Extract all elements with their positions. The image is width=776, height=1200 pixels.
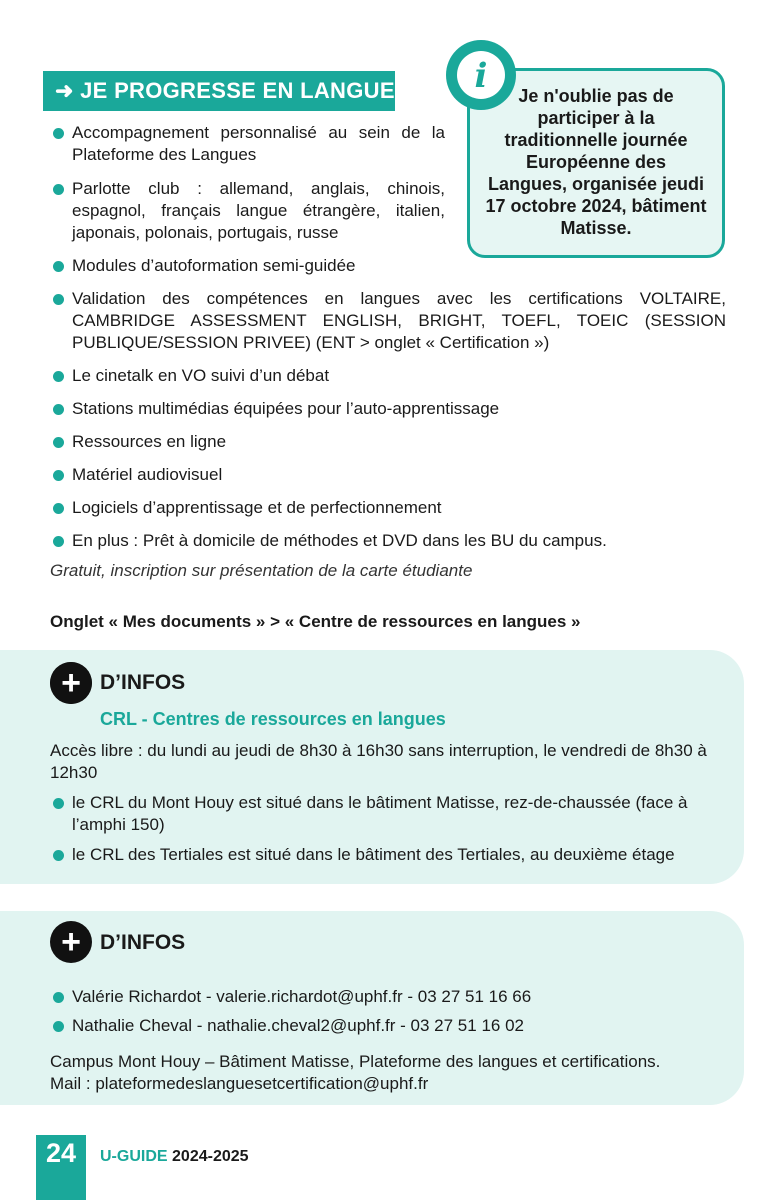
free-note: Gratuit, inscription sur présentation de la carte étudiante — [50, 561, 473, 580]
footer-guide — [100, 1148, 249, 1166]
guide-name: U-GUIDE — [100, 1148, 168, 1165]
plus-icon: + — [50, 662, 92, 704]
panel-subtitle: CRL - Centres de ressources en langues — [100, 709, 446, 729]
contact-item: Valérie Richardot - valerie.richardot@uphf.fr - 03 27 51 16 66 — [50, 986, 730, 1008]
list-item: Parlotte club : allemand, anglais, chinois, espagnol, français langue étrangère, italien, japonais, polonais, portugais, russe — [50, 178, 445, 244]
list-item: Stations multimédias équipées pour l’auto-apprentissage — [50, 398, 726, 420]
svg-text:i: i — [474, 56, 488, 96]
crl-locations — [50, 792, 730, 866]
section-title: ➜ JE PROGRESSE EN LANGUES — [43, 71, 395, 111]
list-item: le CRL du Mont Houy est situé dans le bâtiment Matisse, rez-de-chaussée (face à l’amphi 150) — [50, 792, 730, 836]
crl-access-hours: Accès libre : du lundi au jeudi de 8h30 à 16h30 sans interruption, le vendredi de 8h30 à 12h30 — [50, 741, 707, 782]
contact-mail: Mail : plateformedeslanguesetcertification@uphf.fr — [50, 1074, 429, 1093]
panel-title: D’INFOS — [100, 671, 186, 694]
list-item: le CRL des Tertiales est situé dans le bâtiment des Tertiales, au deuxième étage — [50, 844, 730, 866]
list-item: Ressources en ligne — [50, 431, 726, 453]
plus-icon: + — [50, 921, 92, 963]
list-item: En plus : Prêt à domicile de méthodes et DVD dans les BU du campus. — [50, 530, 726, 552]
callout-text: Je n'oublie pas de participer à la traditionnelle journée Européenne des Langues, organisée jeudi 17 octobre 2024, bâtiment Matisse. — [485, 86, 707, 238]
list-item: Le cinetalk en VO suivi d’un débat — [50, 365, 726, 387]
list-item: Logiciels d’apprentissage et de perfectionnement — [50, 497, 726, 519]
bullet-list-main — [50, 255, 726, 552]
info-icon — [446, 40, 516, 110]
list-item: Validation des compétences en langues avec les certifications VOLTAIRE, CAMBRIDGE ASSESSMENT ENGLISH, BRIGHT, TOEFL, TOEIC (SESSION PUBLIQUE/SESSION PRIVEE) (ENT > onglet « Certification ») — [50, 288, 726, 354]
panel-title: D’INFOS — [100, 931, 186, 954]
bullet-list-top — [50, 122, 445, 244]
list-item: Accompagnement personnalisé au sein de la Plateforme des Langues — [50, 122, 445, 166]
list-item: Modules d’autoformation semi-guidée — [50, 255, 726, 277]
list-item: Matériel audiovisuel — [50, 464, 726, 486]
contact-list — [50, 986, 730, 1037]
page-number: 24 — [45, 1138, 77, 1168]
tab-path: Onglet « Mes documents » > « Centre de ressources en langues » — [50, 612, 581, 631]
guide-year: 2024-2025 — [172, 1148, 249, 1165]
contact-item: Nathalie Cheval - nathalie.cheval2@uphf.fr - 03 27 51 16 02 — [50, 1015, 730, 1037]
campus-location: Campus Mont Houy – Bâtiment Matisse, Plateforme des langues et certifications. — [50, 1052, 661, 1071]
